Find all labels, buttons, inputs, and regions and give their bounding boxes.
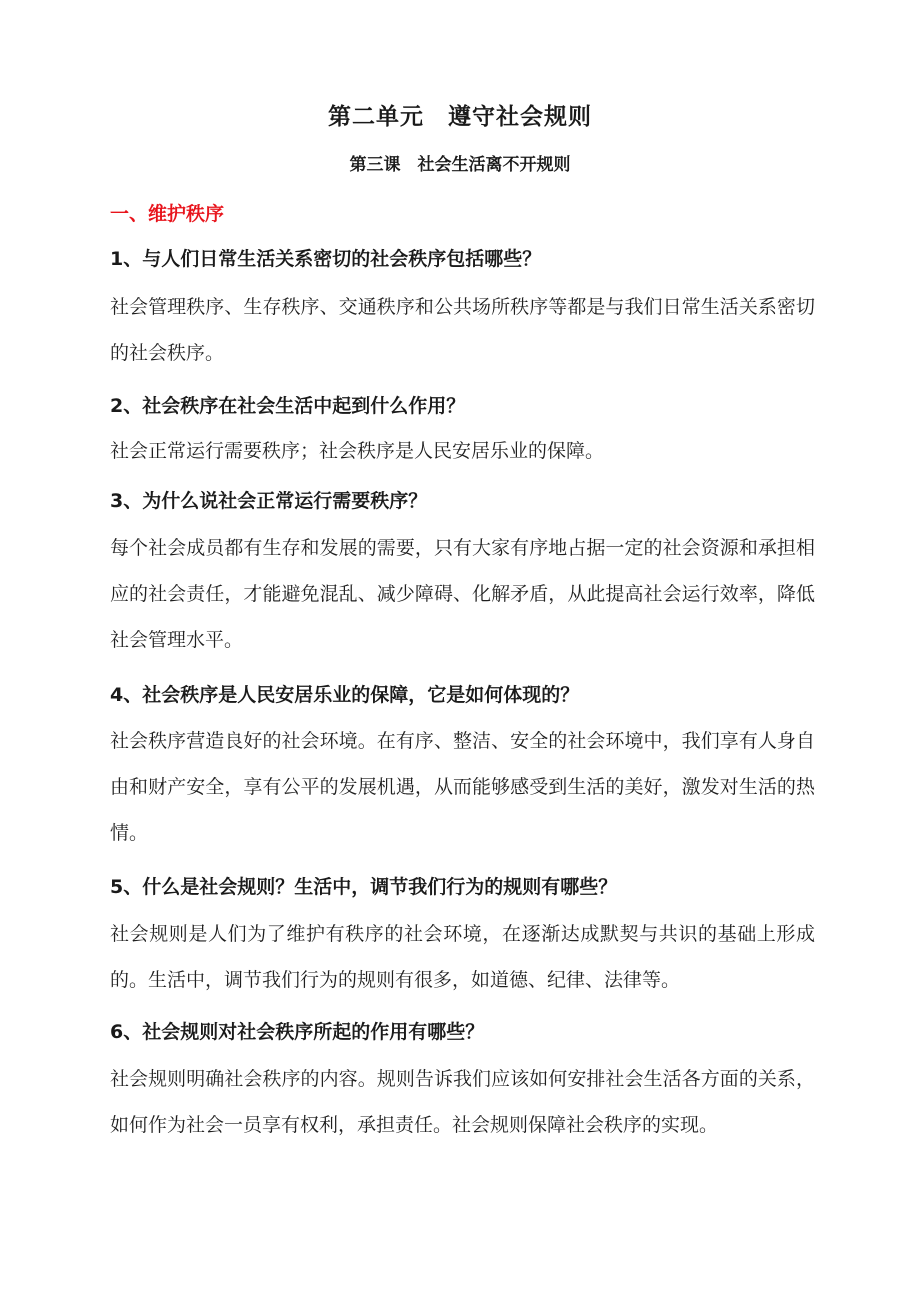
question-5: 5、什么是社会规则？生活中，调节我们行为的规则有哪些？ (110, 876, 618, 898)
question-3: 3、为什么说社会正常运行需要秩序？ (110, 490, 428, 512)
unit-title: 第二单元 遵守社会规则 (328, 104, 592, 130)
answer-1: 社会管理秩序、生存秩序、交通秩序和公共场所秩序等都是与我们日常生活关系密切的社会秩序。 (110, 296, 815, 364)
question-1: 1、与人们日常生活关系密切的社会秩序包括哪些？ (110, 248, 542, 270)
question-2: 2、社会秩序在社会生活中起到什么作用？ (110, 395, 466, 417)
question-6: 6、社会规则对社会秩序所起的作用有哪些？ (110, 1021, 485, 1043)
answer-6: 社会规则明确社会秩序的内容。规则告诉我们应该如何安排社会生活各方面的关系，如何作为社会一员享有权利，承担责任。社会规则保障社会秩序的实现。 (110, 1068, 815, 1136)
answer-3: 每个社会成员都有生存和发展的需要，只有大家有序地占据一定的社会资源和承担相应的社会责任，才能避免混乱、减少障碍、化解矛盾，从此提高社会运行效率，降低社会管理水平。 (110, 537, 815, 651)
section-title: 一、维护秩序 (110, 203, 225, 225)
answer-2: 社会正常运行需要秩序；社会秩序是人民安居乐业的保障。 (110, 440, 605, 462)
question-4: 4、社会秩序是人民安居乐业的保障，它是如何体现的？ (110, 684, 580, 706)
answer-5: 社会规则是人们为了维护有秩序的社会环境，在逐渐达成默契与共识的基础上形成的。生活中，调节我们行为的规则有很多，如道德、纪律、法律等。 (110, 923, 815, 991)
lesson-title: 第三课 社会生活离不开规则 (349, 155, 571, 175)
answer-4: 社会秩序营造良好的社会环境。在有序、整洁、安全的社会环境中，我们享有人身自由和财产安全，享有公平的发展机遇，从而能够感受到生活的美好，激发对生活的热情。 (110, 730, 815, 844)
